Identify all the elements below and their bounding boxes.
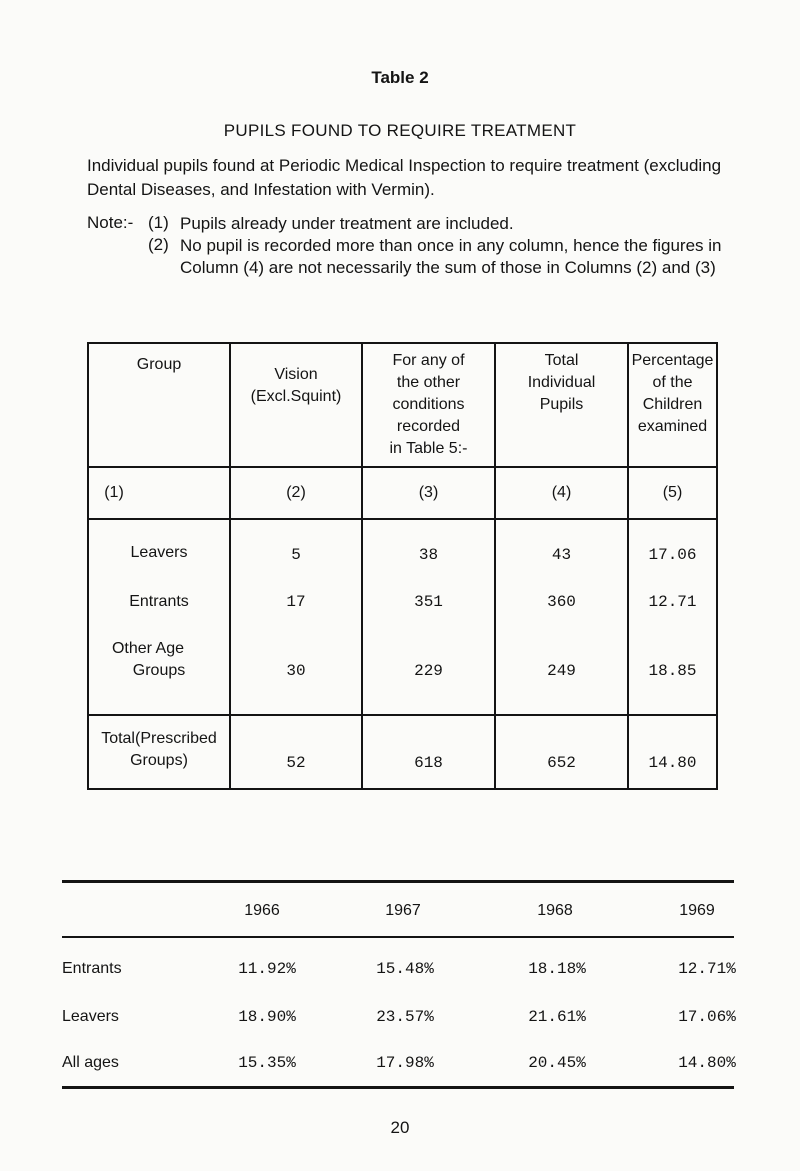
- header-line: Group: [136, 356, 182, 373]
- header-line: recorded: [396, 418, 461, 435]
- header-line: the other: [396, 374, 461, 391]
- year-header: 1968: [537, 902, 573, 919]
- header-line: (Excl.Squint): [250, 388, 342, 405]
- header-vision: [231, 364, 361, 408]
- table-cell: 30: [286, 662, 306, 680]
- percent-cell: 18.90%: [238, 1008, 296, 1026]
- percent-cell: 15.48%: [376, 960, 434, 978]
- year-header: 1967: [385, 902, 421, 919]
- table-cell: 38: [418, 546, 439, 564]
- row-divider: [87, 518, 718, 520]
- table-cell: 5: [291, 546, 301, 564]
- year-header: 1969: [679, 902, 715, 919]
- yearly-comparison-table: [62, 880, 734, 1090]
- row-divider: [87, 714, 718, 716]
- note-text: No pupil is recorded more than once in any column, hence the figures in Column (4) are not necessarily the sum of those in Columns (2) and (3): [180, 236, 722, 277]
- table-cell: 18.85: [648, 662, 697, 680]
- note-number: (2): [148, 235, 169, 254]
- header-line: Pupils: [539, 396, 584, 413]
- row-label-line: Groups: [132, 662, 186, 679]
- page-heading: PUPILS FOUND TO REQUIRE TREATMENT: [223, 121, 577, 140]
- percent-cell: 18.18%: [528, 960, 586, 978]
- table-label: Table 2: [371, 68, 429, 87]
- year-header: 1966: [244, 902, 280, 919]
- table-border: [716, 342, 718, 790]
- header-line: of the: [652, 374, 693, 391]
- row-label: Entrants: [129, 593, 189, 610]
- treatment-table: [87, 342, 718, 790]
- column-number: (2): [286, 484, 306, 501]
- total-cell: 652: [547, 754, 576, 772]
- table-rule: [62, 880, 734, 883]
- percent-cell: 14.80%: [678, 1054, 736, 1072]
- table-border: [87, 788, 718, 790]
- header-total-pupils: [496, 350, 627, 416]
- column-number: (5): [662, 484, 683, 501]
- percent-cell: 20.45%: [528, 1054, 586, 1072]
- table-cell: 17: [286, 593, 306, 611]
- header-other-conditions: [363, 350, 494, 460]
- table-rule: [62, 1086, 734, 1089]
- row-label-line: Other Age: [111, 640, 185, 657]
- row-label: Leavers: [130, 544, 188, 561]
- table-cell: 12.71: [648, 593, 697, 611]
- table-cell: 229: [414, 662, 443, 680]
- total-row-label: [89, 728, 229, 772]
- header-line: Percentage: [631, 352, 714, 369]
- header-line: examined: [637, 418, 708, 435]
- row-divider: [87, 466, 718, 468]
- percent-cell: 17.06%: [678, 1008, 736, 1026]
- header-line: in Table 5:-: [389, 440, 468, 457]
- row-label: All ages: [62, 1054, 119, 1071]
- row-label: Leavers: [62, 1008, 119, 1025]
- table-border: [87, 342, 718, 344]
- percent-cell: 12.71%: [678, 960, 736, 978]
- table-cell: 360: [547, 593, 576, 611]
- note-number: (1): [148, 213, 169, 232]
- column-number: (3): [418, 484, 439, 501]
- percent-cell: 17.98%: [376, 1054, 434, 1072]
- row-label-line: Total(Prescribed: [101, 730, 217, 747]
- table-cell: 351: [414, 593, 443, 611]
- table-cell: 17.06: [648, 546, 697, 564]
- percent-cell: 23.57%: [376, 1008, 434, 1026]
- row-label-line: Groups): [130, 752, 188, 769]
- table-cell: 43: [551, 546, 572, 564]
- note-prefix: Note:-: [87, 213, 134, 232]
- column-divider: [229, 342, 231, 790]
- total-cell: 52: [286, 754, 306, 772]
- header-line: Individual: [527, 374, 596, 391]
- header-line: conditions: [392, 396, 465, 413]
- page-number: 20: [390, 1118, 410, 1137]
- header-line: Vision: [274, 366, 318, 383]
- column-number: (1): [104, 484, 124, 501]
- header-line: Total: [544, 352, 579, 369]
- table-rule: [62, 936, 734, 938]
- total-cell: 14.80: [648, 754, 697, 772]
- header-line: Children: [642, 396, 703, 413]
- percent-cell: 11.92%: [238, 960, 296, 978]
- total-cell: 618: [414, 754, 443, 772]
- header-group: [89, 354, 229, 376]
- header-percentage: [629, 350, 716, 438]
- table-border: [87, 342, 89, 790]
- note-text: Pupils already under treatment are included.: [180, 214, 514, 233]
- column-number: (4): [551, 484, 572, 501]
- percent-cell: 15.35%: [238, 1054, 296, 1072]
- percent-cell: 21.61%: [528, 1008, 586, 1026]
- intro-paragraph: Individual pupils found at Periodic Medical Inspection to require treatment (excluding Dental Diseases, and Infestation with Vermin).: [87, 156, 722, 199]
- table-cell: 249: [547, 662, 576, 680]
- row-label: [89, 638, 229, 682]
- row-label: Entrants: [62, 960, 122, 977]
- header-line: For any of: [392, 352, 465, 369]
